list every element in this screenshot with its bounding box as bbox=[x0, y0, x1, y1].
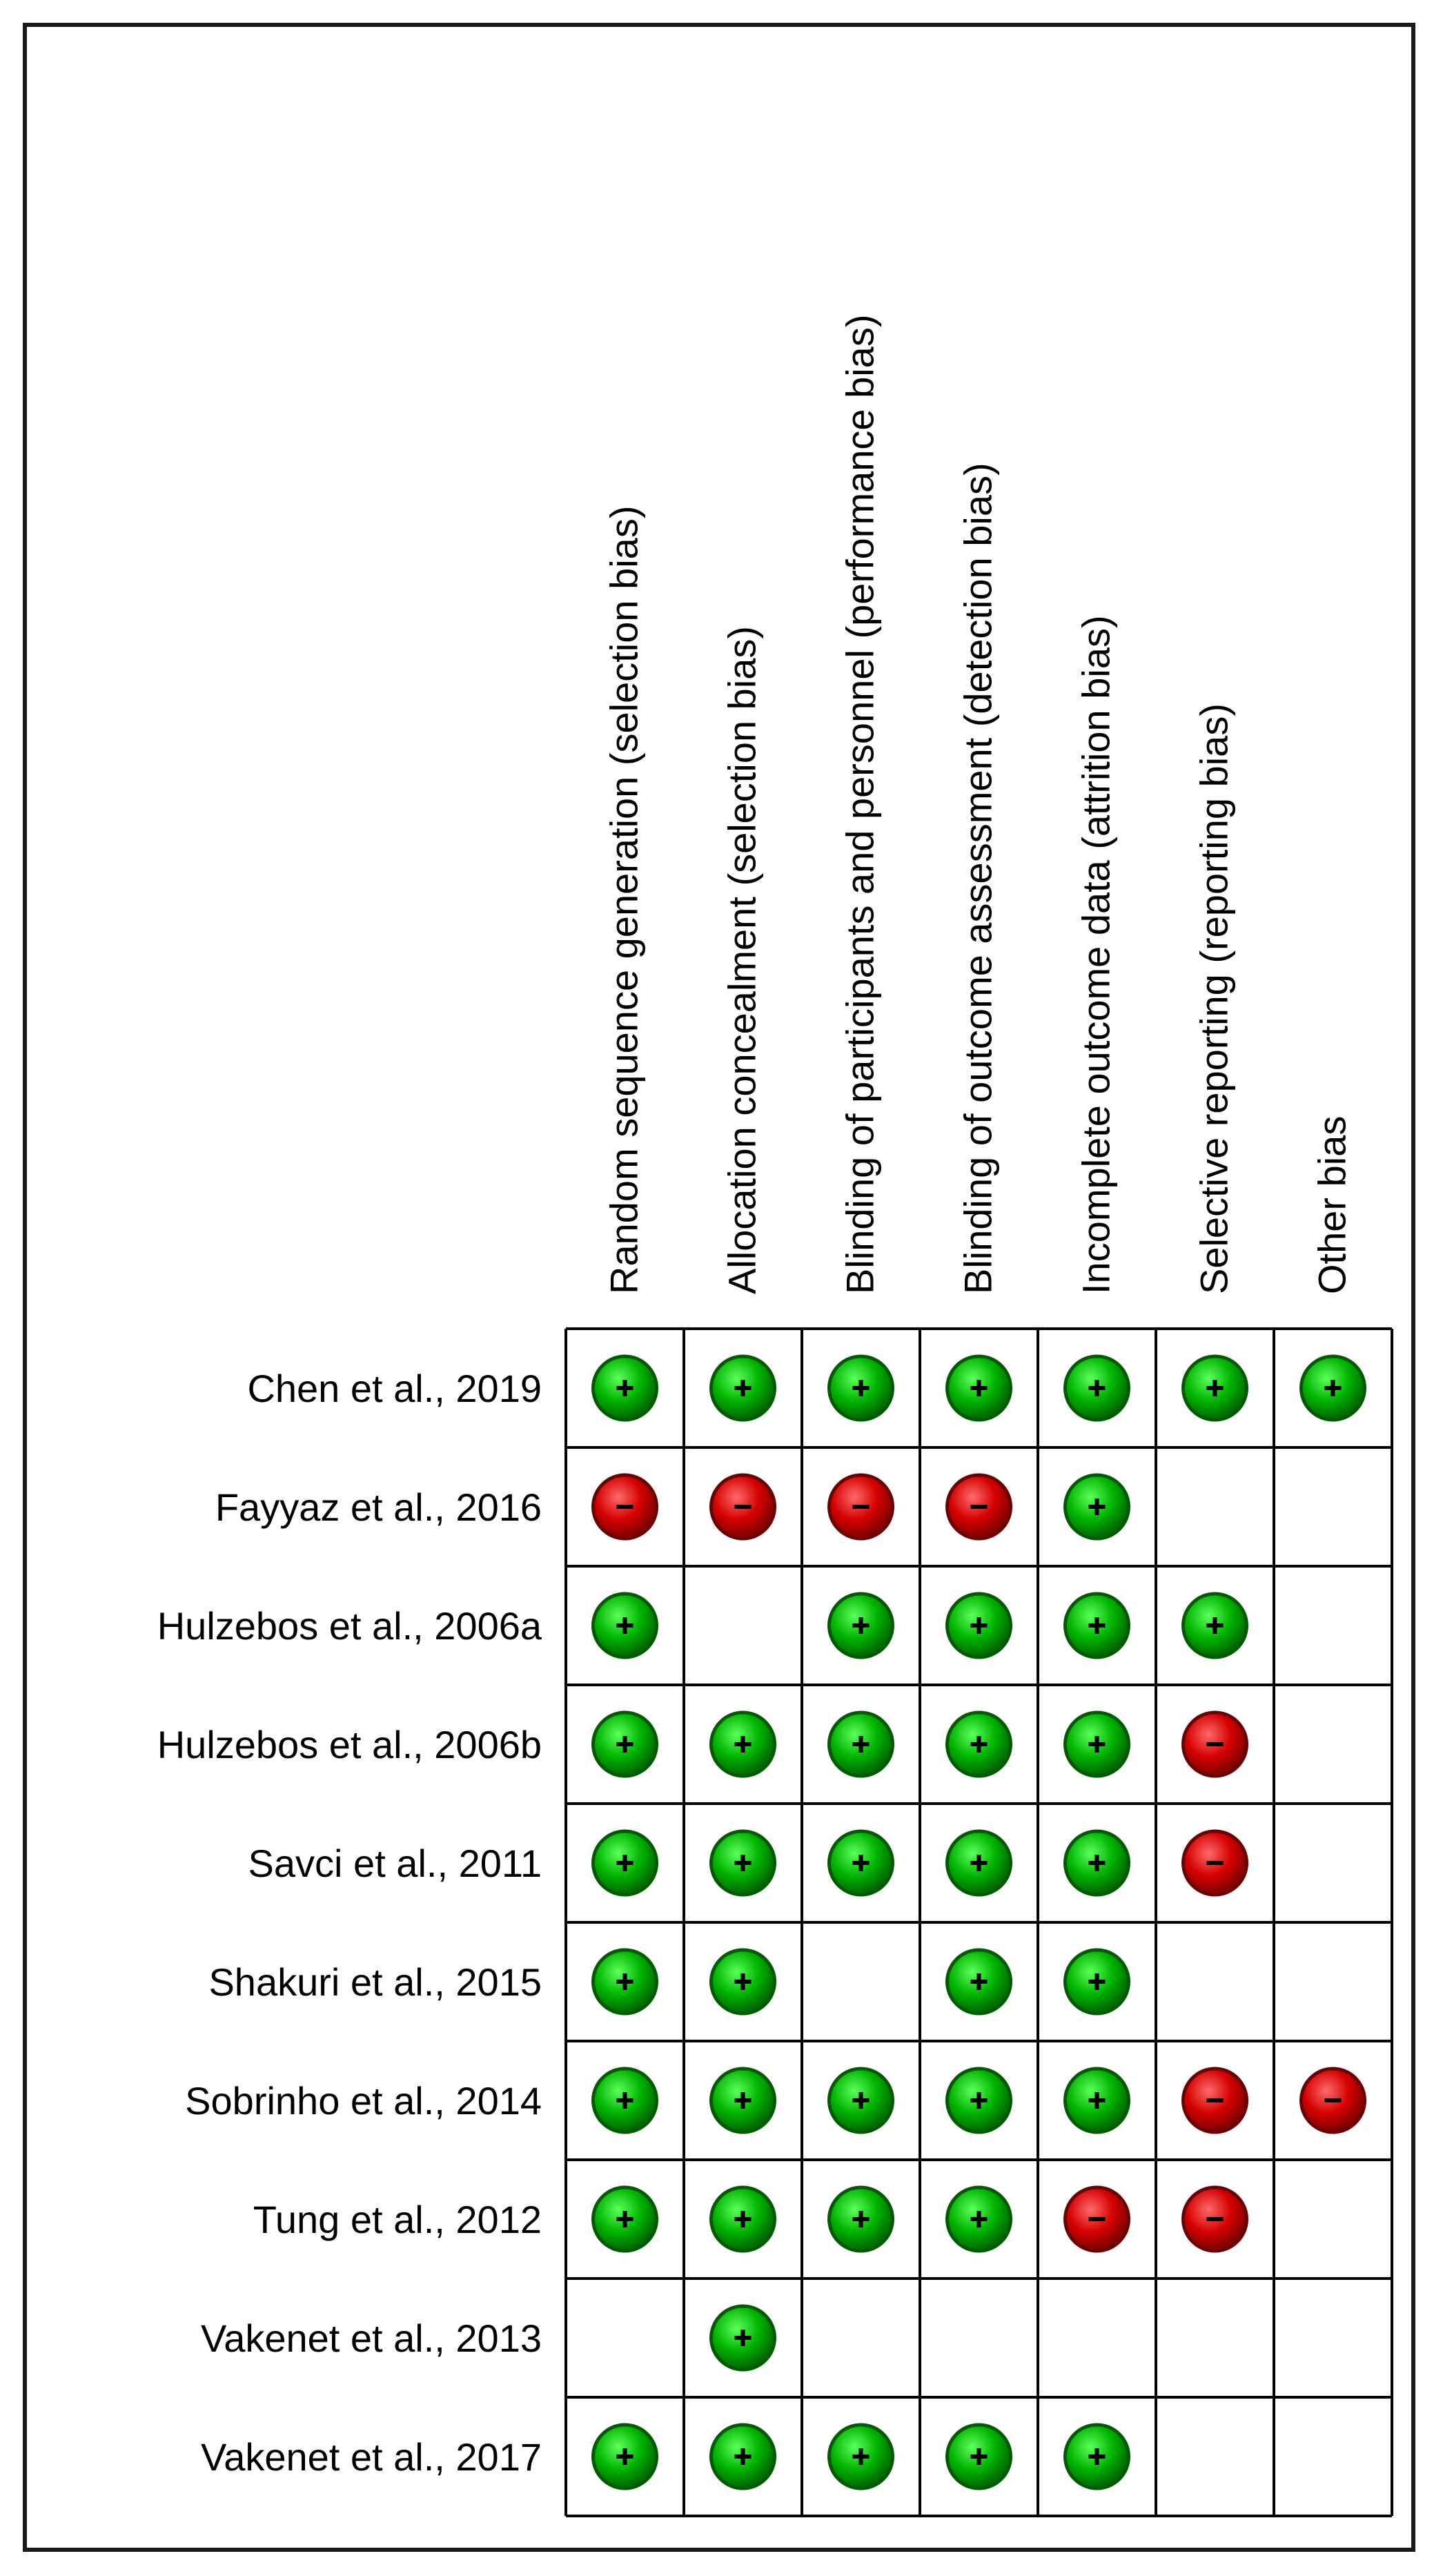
low-risk-mark-hulzebos-et-al-2006b-2 bbox=[711, 1713, 775, 1776]
low-risk-mark-tung-et-al-2012-1 bbox=[593, 2187, 657, 2251]
high-risk-mark-fayyaz-et-al-2016-2 bbox=[711, 1475, 775, 1539]
low-risk-mark-hulzebos-et-al-2006b-5 bbox=[1066, 1713, 1129, 1776]
low-risk-mark-sobrinho-et-al-2014-3 bbox=[830, 2069, 893, 2132]
plus-symbol-vertical bbox=[977, 2092, 981, 2109]
minus-symbol bbox=[1207, 1742, 1224, 1746]
high-risk-mark-tung-et-al-2012-6 bbox=[1184, 2187, 1247, 2251]
low-risk-mark-hulzebos-et-al-2006a-6 bbox=[1184, 1594, 1247, 1657]
plus-symbol-vertical bbox=[977, 2211, 981, 2227]
plus-symbol-vertical bbox=[741, 2092, 745, 2109]
low-risk-mark-savci-et-al-2011-1 bbox=[593, 1831, 657, 1895]
low-risk-mark-chen-et-al-2019-6 bbox=[1184, 1356, 1247, 1420]
column-labels bbox=[602, 315, 1354, 1294]
plus-symbol-vertical bbox=[741, 2211, 745, 2227]
low-risk-mark-chen-et-al-2019-7 bbox=[1302, 1356, 1365, 1420]
plus-symbol-vertical bbox=[1095, 1855, 1099, 1871]
plus-symbol-vertical bbox=[623, 1617, 627, 1634]
high-risk-mark-savci-et-al-2011-6 bbox=[1184, 1831, 1247, 1895]
low-risk-mark-hulzebos-et-al-2006a-4 bbox=[948, 1594, 1011, 1657]
low-risk-mark-vakenet-et-al-2017-2 bbox=[711, 2425, 775, 2488]
low-risk-mark-savci-et-al-2011-5 bbox=[1066, 1831, 1129, 1895]
low-risk-mark-shakuri-et-al-2015-4 bbox=[948, 1950, 1011, 2013]
row-label-vakenet-et-al-2013: Vakenet et al., 2013 bbox=[201, 2316, 542, 2360]
low-risk-mark-hulzebos-et-al-2006a-1 bbox=[593, 1594, 657, 1657]
plus-symbol-vertical bbox=[977, 1380, 981, 1396]
plus-symbol-vertical bbox=[623, 1736, 627, 1753]
low-risk-mark-sobrinho-et-al-2014-5 bbox=[1066, 2069, 1129, 2132]
low-risk-mark-chen-et-al-2019-3 bbox=[830, 1356, 893, 1420]
plus-symbol-vertical bbox=[1213, 1617, 1217, 1634]
plus-symbol-vertical bbox=[741, 1973, 745, 1990]
low-risk-mark-savci-et-al-2011-3 bbox=[830, 1831, 893, 1895]
high-risk-mark-sobrinho-et-al-2014-6 bbox=[1184, 2069, 1247, 2132]
plus-symbol-vertical bbox=[741, 2448, 745, 2465]
plus-symbol-vertical bbox=[1213, 1380, 1217, 1396]
plus-symbol-vertical bbox=[623, 1973, 627, 1990]
low-risk-mark-vakenet-et-al-2017-1 bbox=[593, 2425, 657, 2488]
low-risk-mark-vakenet-et-al-2017-5 bbox=[1066, 2425, 1129, 2488]
low-risk-mark-vakenet-et-al-2013-2 bbox=[711, 2306, 775, 2370]
plus-symbol-vertical bbox=[859, 1855, 863, 1871]
row-label-fayyaz-et-al-2016: Fayyaz et al., 2016 bbox=[215, 1485, 542, 1529]
column-label-random-sequence-generation-selection-bias: Random sequence generation (selection bias) bbox=[602, 505, 646, 1294]
low-risk-mark-tung-et-al-2012-4 bbox=[948, 2187, 1011, 2251]
row-label-hulzebos-et-al-2006b: Hulzebos et al., 2006b bbox=[157, 1723, 542, 1766]
high-risk-mark-fayyaz-et-al-2016-1 bbox=[593, 1475, 657, 1539]
plus-symbol-vertical bbox=[1095, 1973, 1099, 1990]
low-risk-mark-sobrinho-et-al-2014-4 bbox=[948, 2069, 1011, 2132]
column-label-incomplete-outcome-data-attrition-bias: Incomplete outcome data (attrition bias) bbox=[1074, 615, 1118, 1294]
minus-symbol bbox=[1089, 2217, 1106, 2221]
minus-symbol bbox=[1207, 1861, 1224, 1865]
high-risk-mark-fayyaz-et-al-2016-3 bbox=[830, 1475, 893, 1539]
plus-symbol-vertical bbox=[977, 1855, 981, 1871]
low-risk-mark-hulzebos-et-al-2006a-5 bbox=[1066, 1594, 1129, 1657]
row-label-savci-et-al-2011: Savci et al., 2011 bbox=[248, 1842, 542, 1885]
low-risk-mark-chen-et-al-2019-2 bbox=[711, 1356, 775, 1420]
minus-symbol bbox=[971, 1505, 988, 1509]
plus-symbol-vertical bbox=[977, 1617, 981, 1634]
high-risk-mark-hulzebos-et-al-2006b-6 bbox=[1184, 1713, 1247, 1776]
plus-symbol-vertical bbox=[1095, 1617, 1099, 1634]
plus-symbol-vertical bbox=[1095, 2448, 1099, 2465]
plus-symbol-vertical bbox=[1095, 1499, 1099, 1515]
row-label-sobrinho-et-al-2014: Sobrinho et al., 2014 bbox=[185, 2079, 542, 2123]
low-risk-mark-shakuri-et-al-2015-1 bbox=[593, 1950, 657, 2013]
plus-symbol-vertical bbox=[623, 2448, 627, 2465]
plus-symbol-vertical bbox=[1095, 2092, 1099, 2109]
plus-symbol-vertical bbox=[741, 1380, 745, 1396]
plus-symbol-vertical bbox=[1331, 1380, 1335, 1396]
plus-symbol-vertical bbox=[741, 1855, 745, 1871]
row-label-tung-et-al-2012: Tung et al., 2012 bbox=[253, 2198, 542, 2241]
plus-symbol-vertical bbox=[859, 2448, 863, 2465]
plus-symbol-vertical bbox=[859, 1380, 863, 1396]
minus-symbol bbox=[735, 1505, 752, 1509]
low-risk-mark-savci-et-al-2011-2 bbox=[711, 1831, 775, 1895]
plus-symbol-vertical bbox=[741, 2330, 745, 2346]
low-risk-mark-vakenet-et-al-2017-3 bbox=[830, 2425, 893, 2488]
low-risk-mark-tung-et-al-2012-2 bbox=[711, 2187, 775, 2251]
low-risk-mark-hulzebos-et-al-2006b-1 bbox=[593, 1713, 657, 1776]
low-risk-mark-fayyaz-et-al-2016-5 bbox=[1066, 1475, 1129, 1539]
row-label-shakuri-et-al-2015: Shakuri et al., 2015 bbox=[208, 1960, 542, 2004]
column-label-selective-reporting-reporting-bias: Selective reporting (reporting bias) bbox=[1192, 703, 1236, 1294]
plus-symbol-vertical bbox=[859, 1617, 863, 1634]
low-risk-mark-tung-et-al-2012-3 bbox=[830, 2187, 893, 2251]
row-labels bbox=[157, 1367, 542, 2479]
low-risk-mark-hulzebos-et-al-2006b-3 bbox=[830, 1713, 893, 1776]
minus-symbol bbox=[617, 1505, 634, 1509]
minus-symbol bbox=[1207, 2217, 1224, 2221]
plus-symbol-vertical bbox=[859, 1736, 863, 1753]
low-risk-mark-shakuri-et-al-2015-2 bbox=[711, 1950, 775, 2013]
low-risk-mark-hulzebos-et-al-2006a-3 bbox=[830, 1594, 893, 1657]
minus-symbol bbox=[853, 1505, 870, 1509]
plus-symbol-vertical bbox=[623, 2211, 627, 2227]
low-risk-mark-shakuri-et-al-2015-5 bbox=[1066, 1950, 1129, 2013]
low-risk-mark-hulzebos-et-al-2006b-4 bbox=[948, 1713, 1011, 1776]
low-risk-mark-sobrinho-et-al-2014-2 bbox=[711, 2069, 775, 2132]
low-risk-mark-vakenet-et-al-2017-4 bbox=[948, 2425, 1011, 2488]
column-label-other-bias: Other bias bbox=[1310, 1115, 1354, 1294]
plus-symbol-vertical bbox=[623, 1855, 627, 1871]
plus-symbol-vertical bbox=[859, 2092, 863, 2109]
plus-symbol-vertical bbox=[623, 1380, 627, 1396]
plus-symbol-vertical bbox=[741, 1736, 745, 1753]
plus-symbol-vertical bbox=[859, 2211, 863, 2227]
low-risk-mark-chen-et-al-2019-1 bbox=[593, 1356, 657, 1420]
high-risk-mark-tung-et-al-2012-5 bbox=[1066, 2187, 1129, 2251]
plus-symbol-vertical bbox=[977, 1736, 981, 1753]
column-label-blinding-of-outcome-assessment-detection-bias: Blinding of outcome assessment (detection bias) bbox=[956, 462, 1000, 1294]
plus-symbol-vertical bbox=[977, 2448, 981, 2465]
plus-symbol-vertical bbox=[1095, 1736, 1099, 1753]
low-risk-mark-chen-et-al-2019-5 bbox=[1066, 1356, 1129, 1420]
row-label-vakenet-et-al-2017: Vakenet et al., 2017 bbox=[201, 2435, 542, 2479]
low-risk-mark-chen-et-al-2019-4 bbox=[948, 1356, 1011, 1420]
high-risk-mark-sobrinho-et-al-2014-7 bbox=[1302, 2069, 1365, 2132]
low-risk-mark-sobrinho-et-al-2014-1 bbox=[593, 2069, 657, 2132]
plus-symbol-vertical bbox=[977, 1973, 981, 1990]
minus-symbol bbox=[1325, 2098, 1342, 2102]
row-label-chen-et-al-2019: Chen et al., 2019 bbox=[247, 1367, 542, 1410]
high-risk-mark-fayyaz-et-al-2016-4 bbox=[948, 1475, 1011, 1539]
minus-symbol bbox=[1207, 2098, 1224, 2102]
column-label-blinding-of-participants-and-personnel-performance-bias: Blinding of participants and personnel (performance bias) bbox=[838, 314, 882, 1294]
plus-symbol-vertical bbox=[623, 2092, 627, 2109]
row-label-hulzebos-et-al-2006a: Hulzebos et al., 2006a bbox=[157, 1604, 542, 1648]
low-risk-mark-savci-et-al-2011-4 bbox=[948, 1831, 1011, 1895]
plus-symbol-vertical bbox=[1095, 1380, 1099, 1396]
column-label-allocation-concealment-selection-bias: Allocation concealment (selection bias) bbox=[720, 625, 764, 1294]
